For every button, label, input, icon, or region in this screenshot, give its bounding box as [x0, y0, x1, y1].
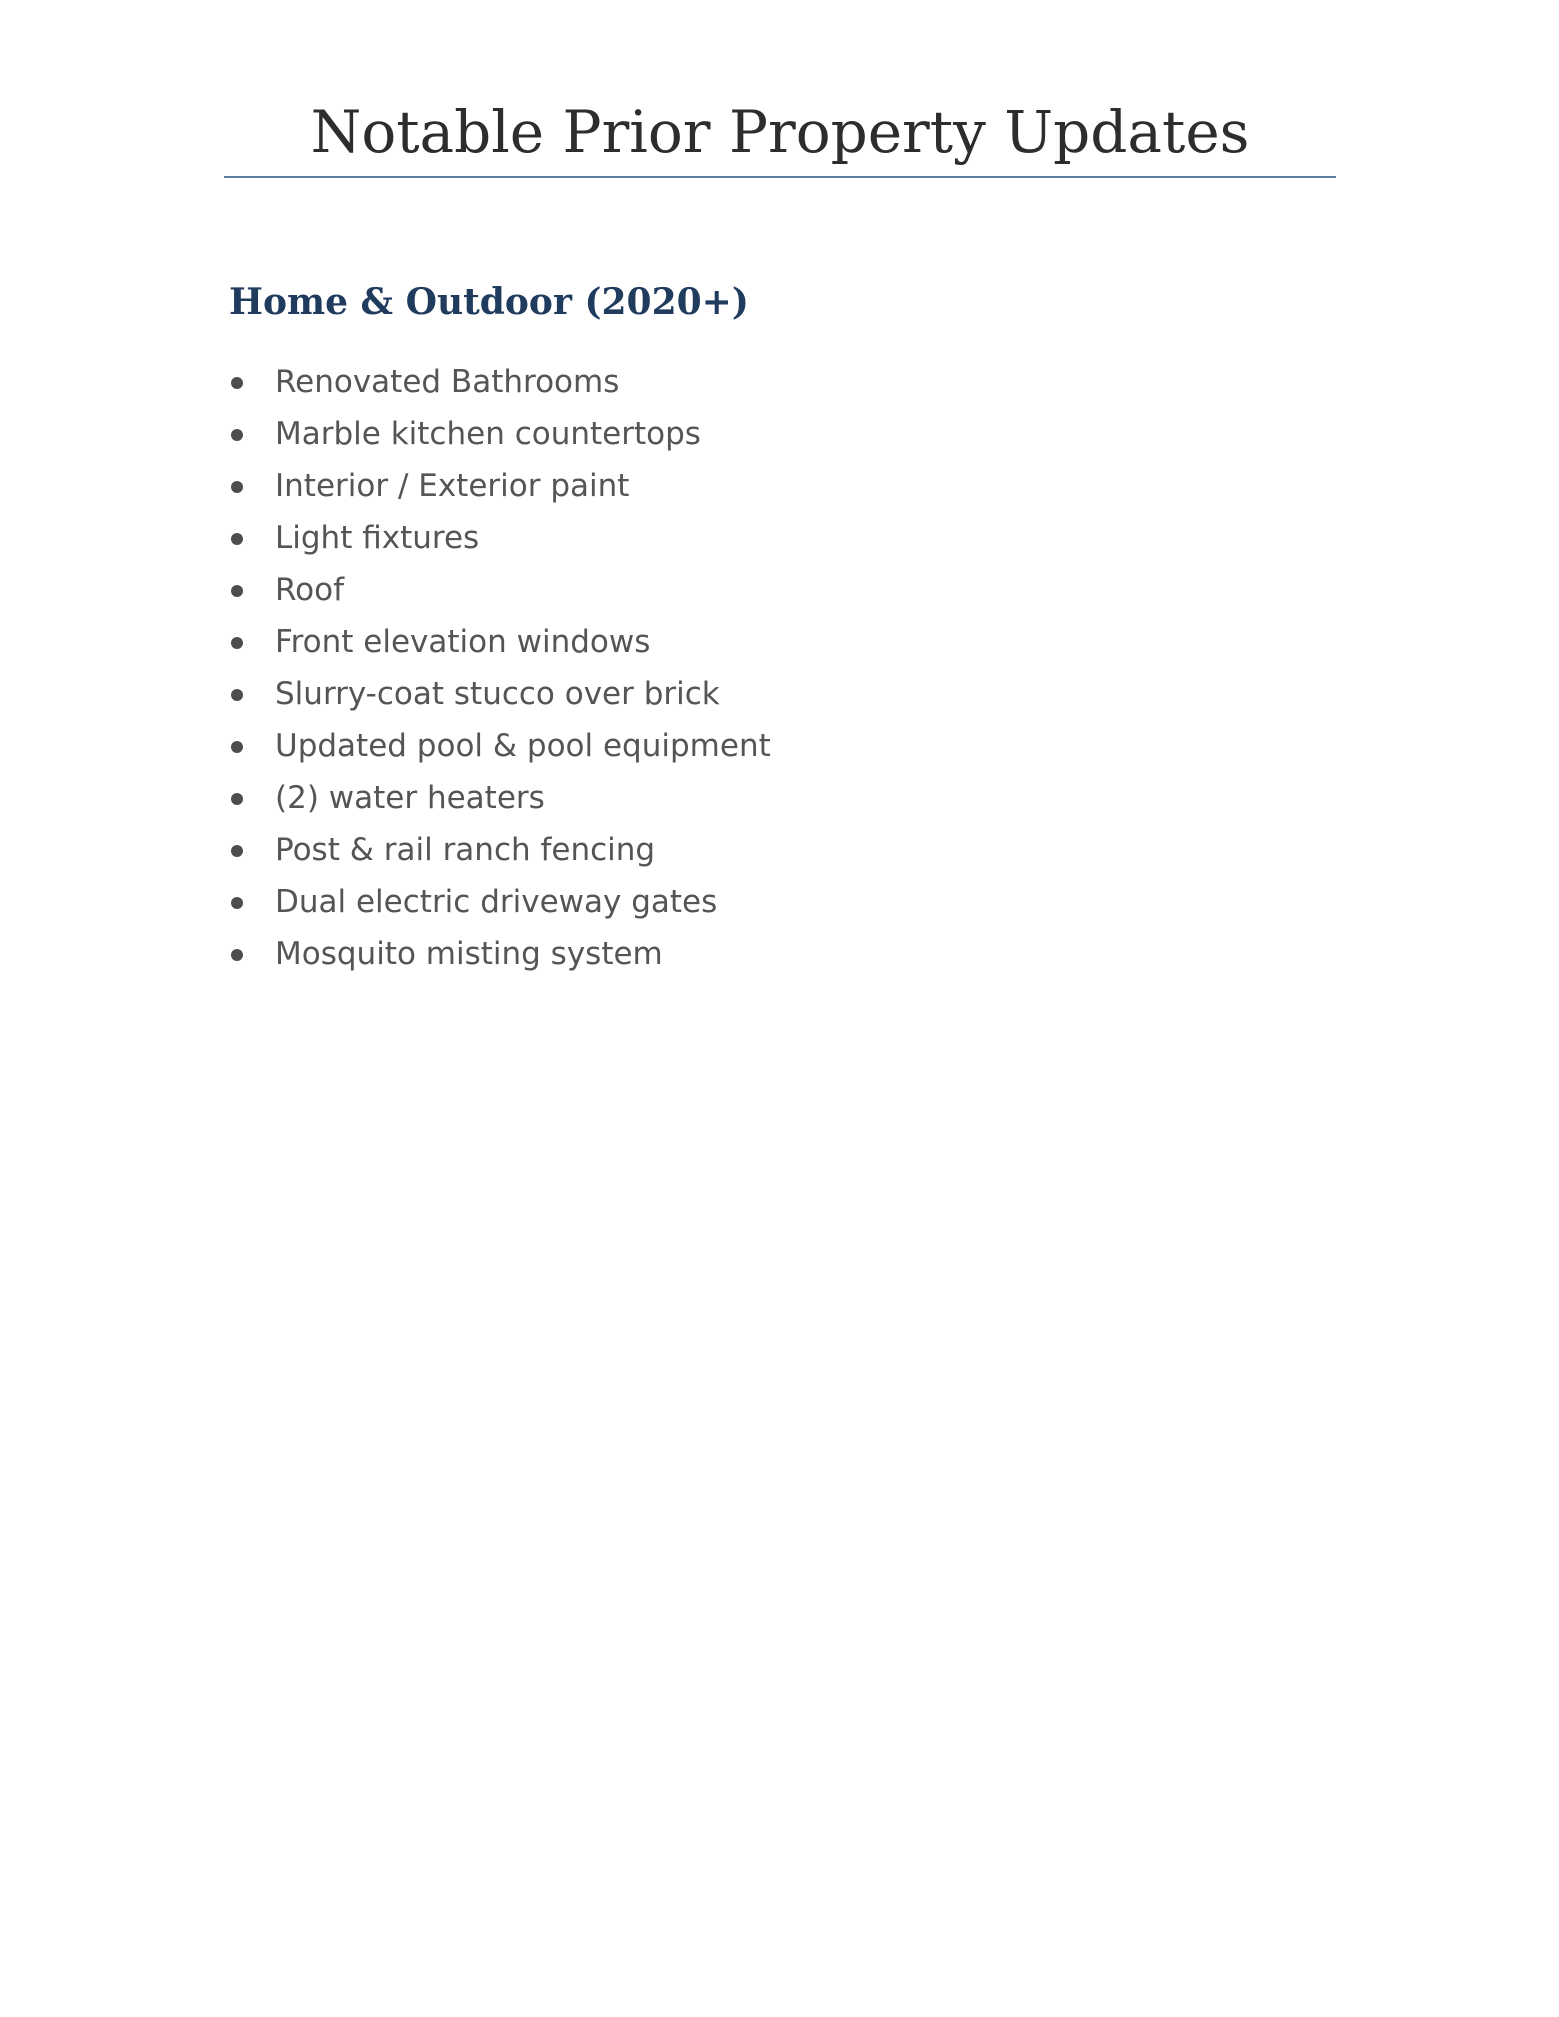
list-item [229, 616, 771, 668]
updates-list [229, 356, 771, 980]
list-item [229, 824, 771, 876]
list-item-text: Mosquito misting system [275, 936, 663, 972]
list-item-text: Dual electric driveway gates [275, 884, 718, 920]
bullet-icon [231, 533, 243, 545]
list-item-text: Roof [275, 572, 344, 608]
list-item [229, 512, 771, 564]
list-item-text: Updated pool & pool equipment [275, 728, 771, 764]
list-item [229, 928, 771, 980]
list-item-text: Slurry-coat stucco over brick [275, 676, 720, 712]
bullet-icon [231, 481, 243, 493]
bullet-icon [231, 897, 243, 909]
bullet-icon [231, 845, 243, 857]
bullet-icon [231, 637, 243, 649]
bullet-icon [231, 377, 243, 389]
list-item [229, 772, 771, 824]
list-item [229, 356, 771, 408]
list-item-text: Post & rail ranch fencing [275, 832, 656, 868]
list-item-text: Light fixtures [275, 520, 480, 556]
bullet-icon [231, 585, 243, 597]
list-item-text: Renovated Bathrooms [275, 364, 620, 400]
bullet-icon [231, 429, 243, 441]
list-item-text: Interior / Exterior paint [275, 468, 630, 504]
list-item-text: Front elevation windows [275, 624, 651, 660]
list-item [229, 668, 771, 720]
list-item [229, 720, 771, 772]
section-heading: Home & Outdoor (2020+) [229, 281, 749, 323]
bullet-icon [231, 689, 243, 701]
bullet-icon [231, 949, 243, 961]
list-item-text: Marble kitchen countertops [275, 416, 701, 452]
title-block [224, 88, 1336, 178]
list-item [229, 564, 771, 616]
bullet-icon [231, 793, 243, 805]
list-item [229, 408, 771, 460]
page-title: Notable Prior Property Updates [310, 98, 1250, 166]
list-item [229, 876, 771, 928]
list-item [229, 460, 771, 512]
bullet-icon [231, 741, 243, 753]
list-item-text: (2) water heaters [275, 780, 545, 816]
